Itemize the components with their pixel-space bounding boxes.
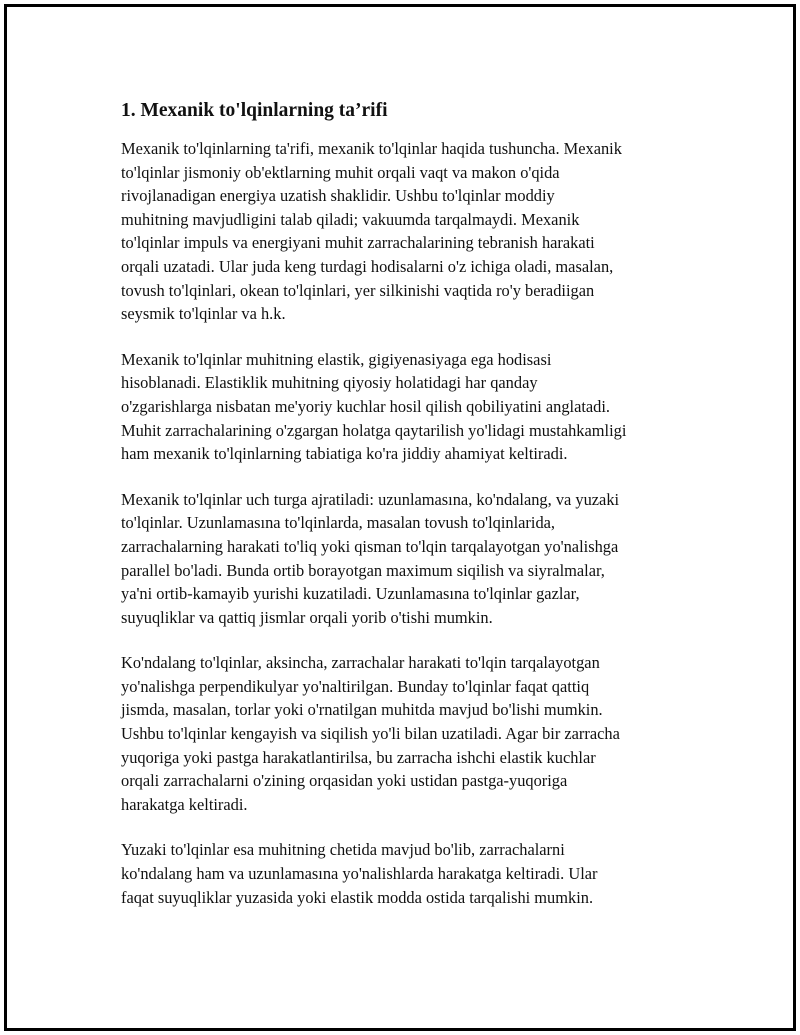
- document-content: [121, 97, 691, 931]
- paragraph-definition: Mexanik to'lqinlarning ta'rifi, mexanik to'lqinlar haqida tushuncha. Mexanik to'lqinlar jismoniy ob'ektlarning muhit orqali vaqt va makon o'qida rivojlanadigan energiya uzatish shaklidir. Ushbu to'lqinlar moddiy muhitning mavjudligini talab qiladi; vakuumda tarqalmaydi. Mexanik to'lqinlar impuls va energiyani muhit zarrachalarining tebranish harakati orqali uzatadi. Ular juda keng turdagi hodisalarni o'z ichiga oladi, masalan, tovush to'lqinlari, okean to'lqinlari, yer silkinishi vaqtida ro'y beradiigan seysmik to'lqinlar va h.k.: [121, 139, 622, 324]
- section-title: 1. Mexanik to'lqinlarning ta’rifi: [121, 100, 388, 121]
- paragraph-transverse-waves: Ko'ndalang to'lqinlar, aksincha, zarrachalar harakati to'lqin tarqalayotgan yo'nalishga perpendikulyar yo'naltirilgan. Bunday to'lqinlar faqat qattiq jismda, masalan, torlar yoki o'rnatilgan muhitda mavjud bo'lishi mumkin. Ushbu to'lqinlar kengayish va siqilish yo'li bilan uzatiladi. Agar bir zarracha yuqoriga yoki pastga harakatlantirilsa, bu zarracha ishchi elastik kuchlar orqali zarrachalarni o'zining orqasidan yoki ustidan pastga-yuqoriga harakatga keltiradi.: [121, 653, 620, 814]
- document-page: [4, 4, 796, 1031]
- paragraph-surface-waves: Yuzaki to'lqinlar esa muhitning chetida mavjud bo'lib, zarrachalarni ko'ndalang ham va uzunlamasına yo'nalishlarda harakatga keltiradi. Ular faqat suyuqliklar yuzasida yoki elastik modda ostida tarqalishi mumkin.: [121, 840, 598, 907]
- paragraph-wave-types: Mexanik to'lqinlar uch turga ajratiladi: uzunlamasına, ko'ndalang, va yuzaki to'lqinlar. Uzunlamasına to'lqinlarda, masalan tovush to'lqinlarida, zarrachalarning harakati to'liq yoki qisman to'lqin tarqalayotgan yo'nalishga parallel bo'ladi. Bunda ortib borayotgan maximum siqilish va siyralmalar, ya'ni ortib-kamayib yurishi kuzatiladi. Uzunlamasına to'lqinlar gazlar, suyuqliklar va qattiq jismlar orqali yorib o'tishi mumkin.: [121, 489, 620, 627]
- paragraph-elasticity: Mexanik to'lqinlar muhitning elastik, gigiyenasiyaga ega hodisasi hisoblanadi. Elastiklik muhitning qiyosiy holatidagi har qanday o'zgarishlarga nisbatan me'yoriy kuchlar hosil qilish qobiliyatini anglatadi. Muhit zarrachalarining o'zgargan holatga qaytarilish yo'lidagi mustahkamligi ham mexanik to'lqinlarning tabiatiga ko'ra jiddiy ahamiyat keltiradi.: [121, 349, 627, 464]
